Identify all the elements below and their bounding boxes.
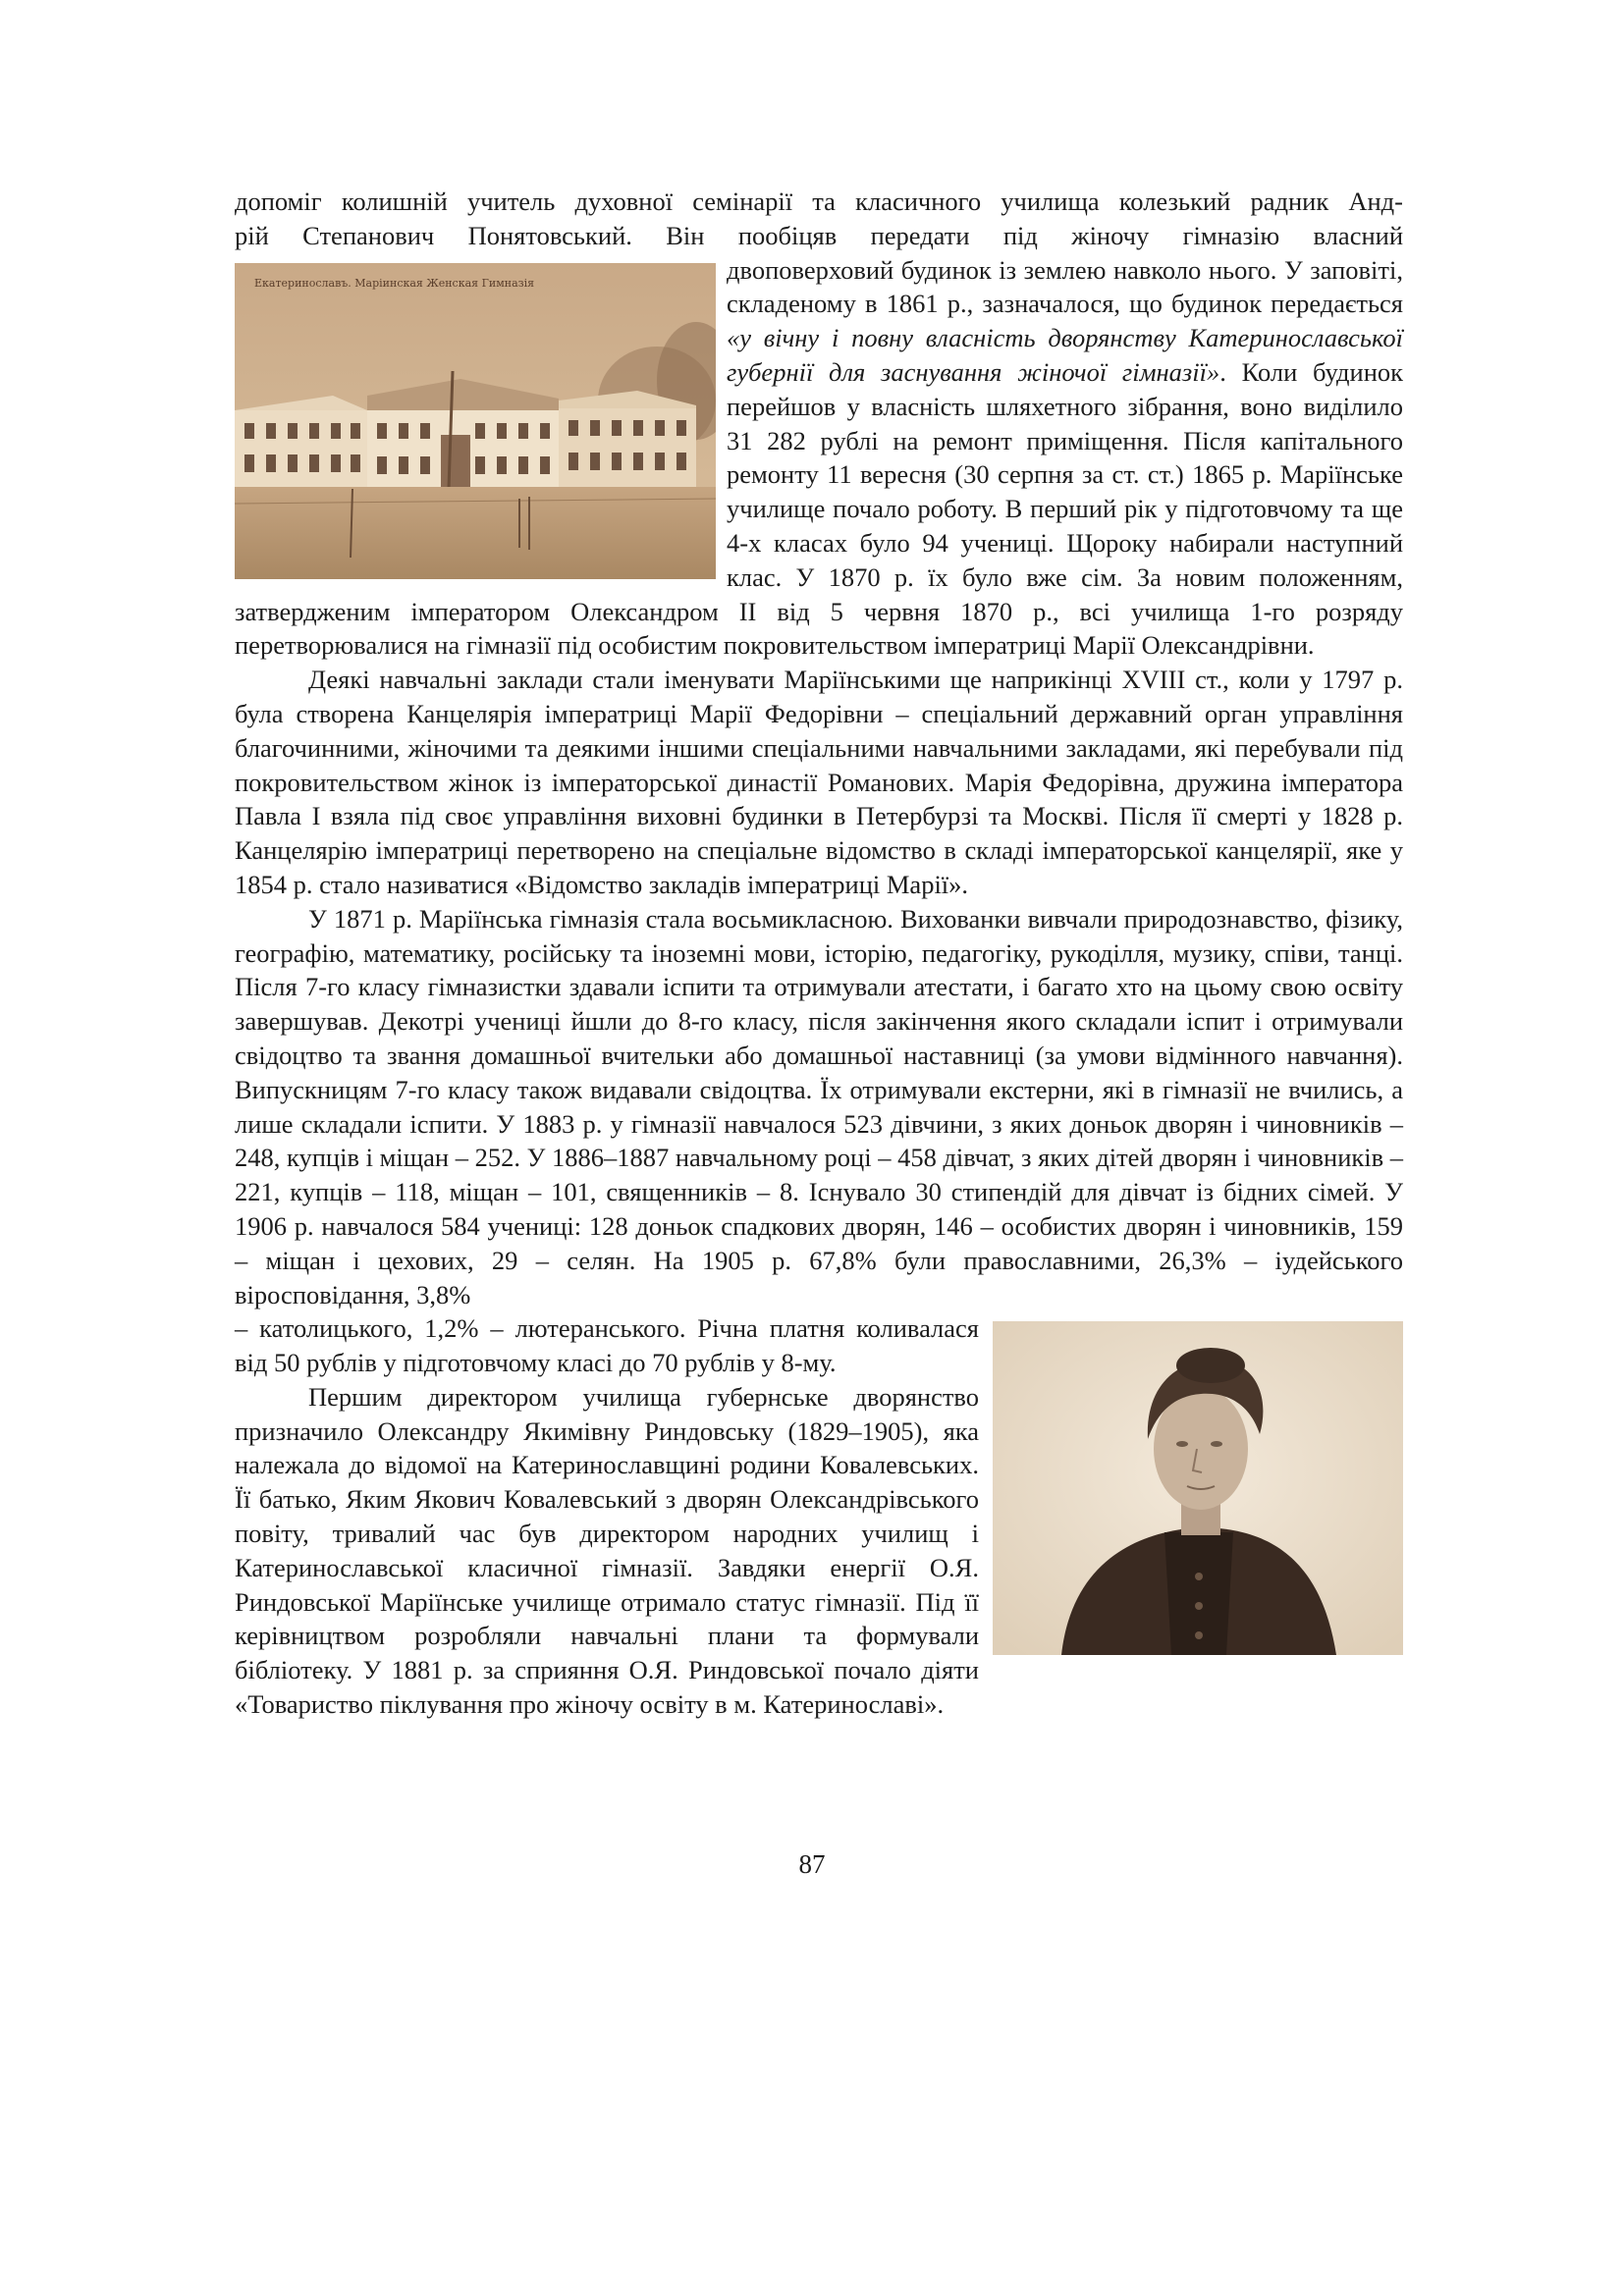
gymnasium-building-photo [235,263,716,579]
will-quote: «у вічну і повну власність дворянству Катеринославської губернії для заснування жіночої гімназії» [727,323,1403,387]
gymnasium-building-image [235,263,716,579]
paragraph-intro-line2: рій Степанович Понятовський. Він пообіцяв передати під жіночу гімназію власний [235,220,1403,250]
page-number: 87 [798,1849,826,1879]
rindovska-portrait-image [993,1321,1403,1655]
photo-caption: Екатеринославъ. Маріинская Женская Гимназія [254,276,535,290]
paragraph-curriculum-tail: – католицького, 1,2% – лютеранського. Річна платня коливалася від 50 рублів у підготовчому класі до 70 рублів у 8-му. [235,1313,979,1378]
paragraph-first-director: Першим директором училища губернське дворянство призначило Олександру Якимівну Риндовську (1829–1905), яка належала до відомої на Катеринославщині родини Ковалевських. Її батько, Яким Якович Ковалевський з дворян Олександрівського повіту, тривалий час був директором народних училищ і Катеринославської класичної гімназії. Завдяки енергії О.Я. Риндовської Маріїнське училище отримало статус гімназії. Під її керівництвом розробляли навчальні плани та формували бібліотеку. У 1881 р. за сприяння О.Я. Риндовської почало діяти «Товариство піклування про жіночу освіту в м. Катеринославі». [235,1381,979,1720]
paragraph-mariinsky-history: Деякі навчальні заклади стали іменувати Маріїнськими ще наприкінці XVIII ст., коли у 1797 р. була створена Канцелярія імператриці Марії Федорівни – спеціальний державний орган управління благочинними, жіночими та деякими іншими спеціальними навчальними закладами, які перебували під покровительством жінок із імператорської династії Романових. Марія Федорівна, дружина імператора Павла І взяла під своє управління виховні будинки в Петербурзі та Москві. Після її смерті у 1828 р. Канцелярію імператриці перетворено на спеціальне відомство в складі імператорської канцелярії, яке у 1854 р. стало називатися «Відомство закладів імператриці Марії». [235,665,1403,899]
paragraph-intro-line1: допоміг колишній учитель духовної семінарії та класичного училища колезький радник Анд- [235,187,1403,216]
document-page [235,185,1403,1722]
paragraph-curriculum: У 1871 р. Маріїнська гімназія стала восьмикласною. Вихованки вивчали природознавство, фізику, географію, математику, російську та іноземні мови, історію, педагогіку, рукоділля, музику, співи, танці. Після 7-го класу гімназистки здавали іспити та отримували атестати, і багато хто на цьому свою освіту завершував. Декотрі учениці йшли до 8-го класу, після закінчення якого складали іспит і отримували свідоцтво та звання домашньої вчительки або домашньої наставниці (за умови відмінного навчання). Випускницям 7-го класу також видавали свідоцтва. Їх отримували екстерни, які в гімназії не вчились, а лише складали іспити. У 1883 р. у гімназії навчалося 523 дівчини, з яких доньок дворян і чиновників – 248, купців і міщан – 252. У 1886–1887 навчальному році – 458 дівчат, з яких дітей дворян і чиновників – 221, купців – 118, міщан – 101, священників – 8. Існувало 30 стипендій для дівчат із бідних сімей. У 1906 р. навчалося 584 учениці: 128 доньок спадкових дворян, 146 – особистих дворян і чиновників, 159 – міщан і цехових, 29 – селян. На 1905 р. 67,8% були православними, 26,3% – іудейського віросповідання, 3,8% [235,903,1403,1309]
intro-text-rest: . Коли будинок перейшов у власність шляхетного зібрання, воно виділило 31 282 рублі на ремонт приміщення. Після капітального ремонту 11 вересня (30 серпня за ст. ст.) 1865 р. Маріїнське училище почало роботу. В перший рік у підготовчому та ще 4-х класах було 94 учениці. Щороку набирали наступний клас. У 1870 р. їх було вже сім. За новим положенням, затвердженим імператором Олександром ІІ від 5 червня 1870 р., всі училища 1-го розряду перетворювалися на гімназії під особистим покровительством імператриці Марії Олександрівни. [235,356,1403,661]
intro-text-start: двоповерховий будинок із землею навколо нього. У заповіті, складеному в 1861 р., зазначалося, що будинок передається [727,254,1403,319]
rindovska-portrait-photo [993,1321,1403,1655]
